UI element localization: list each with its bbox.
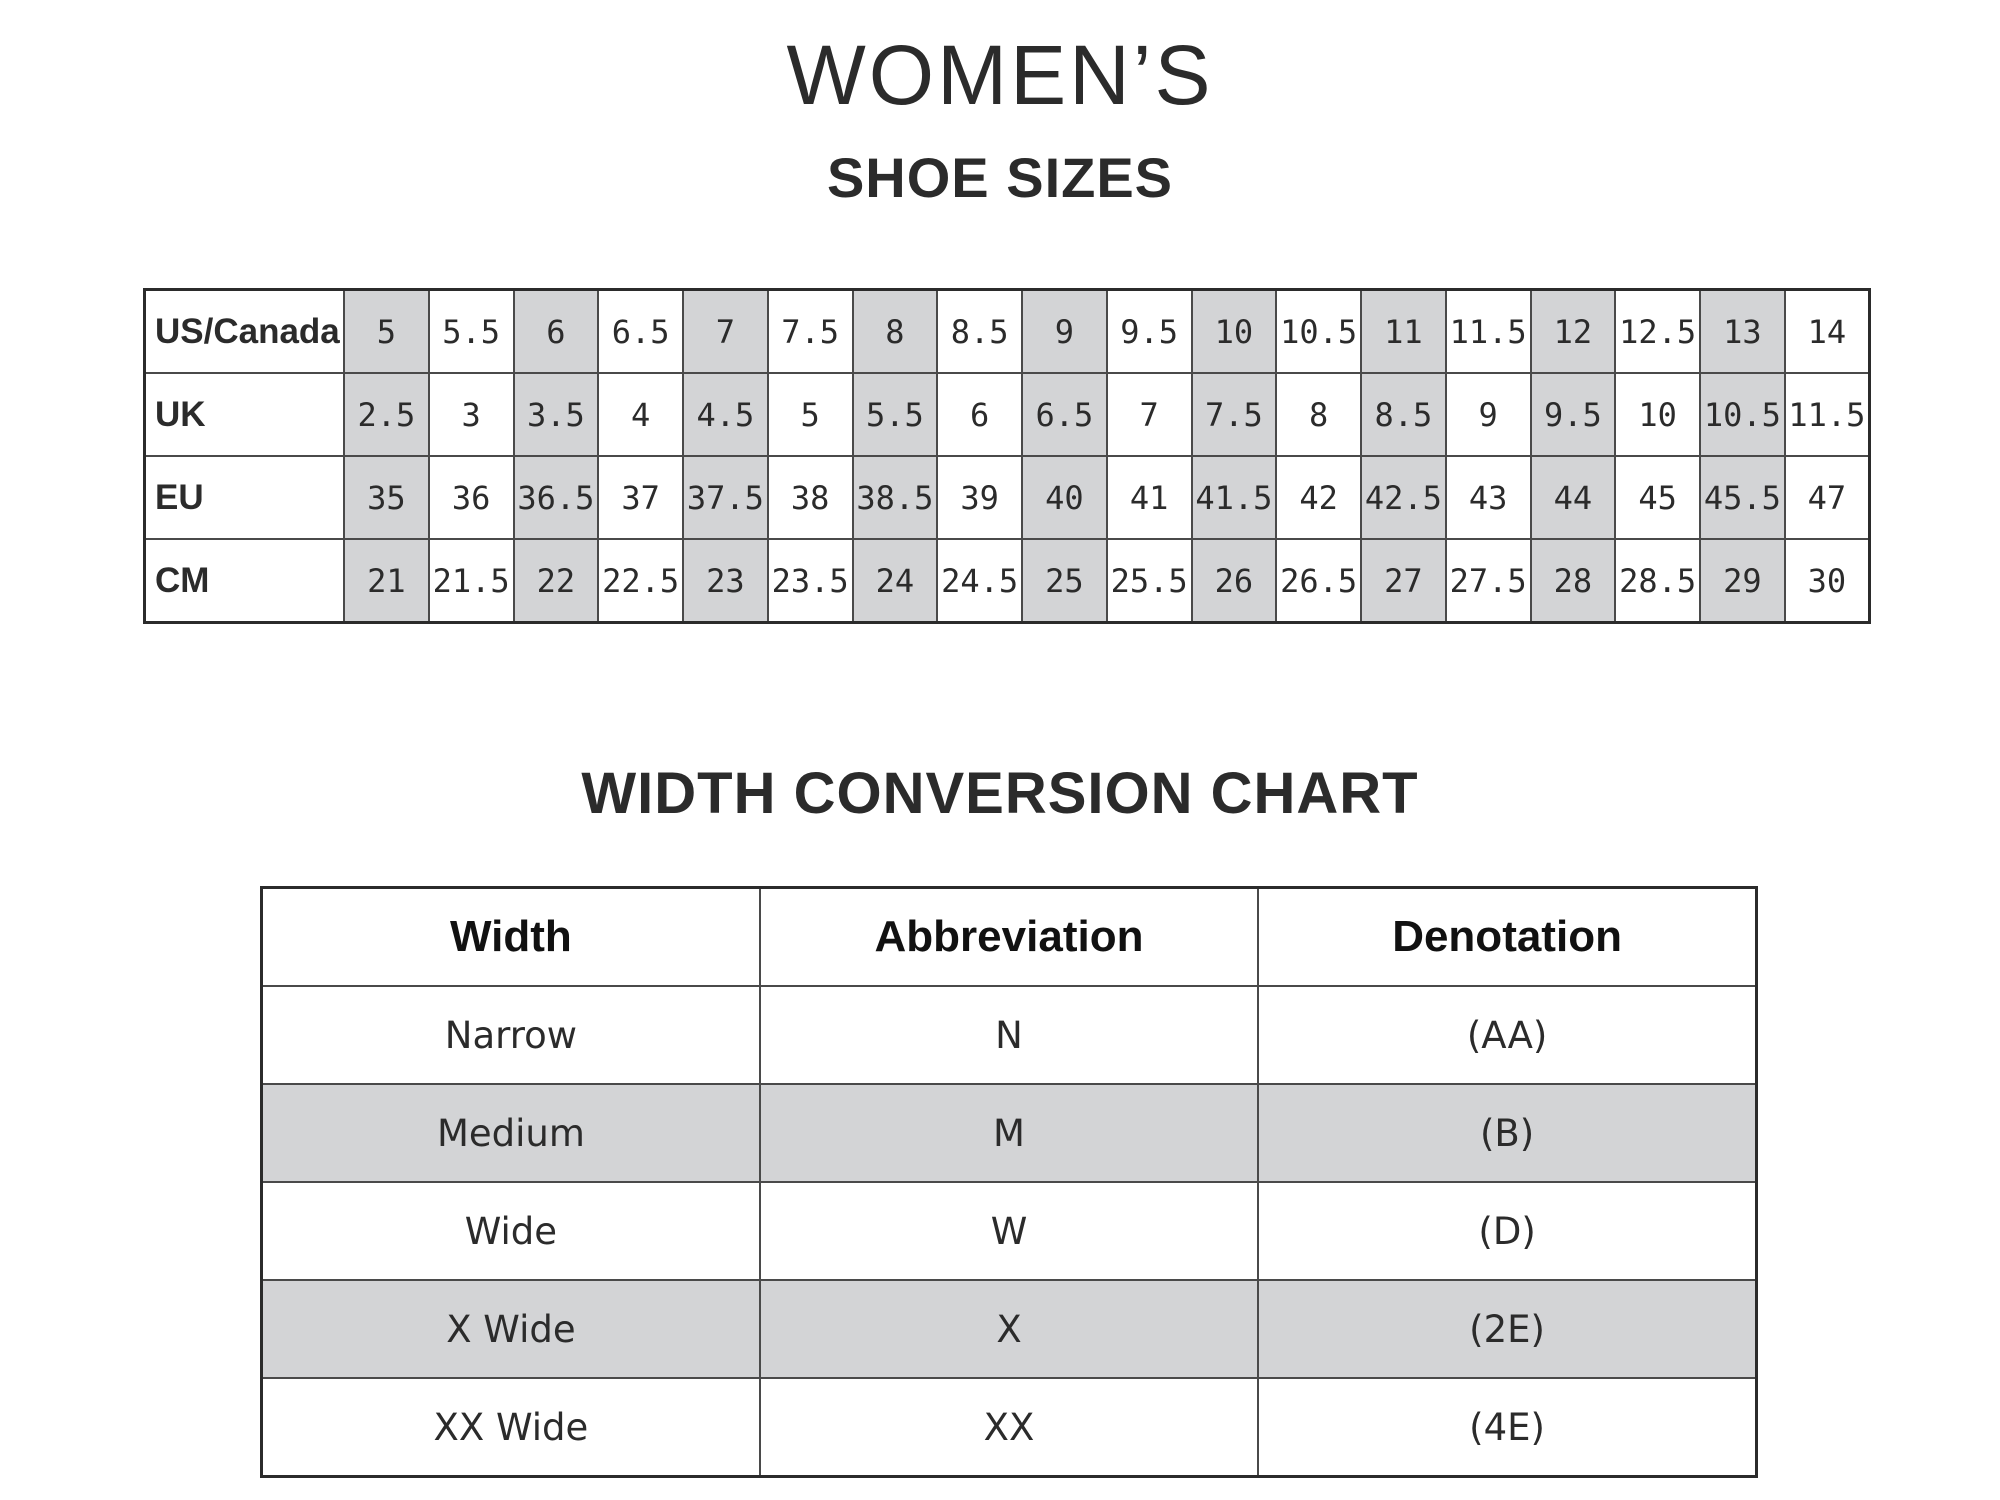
size-cell: 25	[1022, 539, 1107, 623]
size-table-body	[145, 290, 1870, 623]
size-cell: 41.5	[1192, 456, 1277, 539]
size-cell: 3	[429, 373, 514, 456]
width-cell: Narrow	[262, 986, 760, 1084]
size-cell: 3.5	[514, 373, 599, 456]
size-cell: 8.5	[1361, 373, 1446, 456]
size-cell: 29	[1700, 539, 1785, 623]
size-cell: 37.5	[683, 456, 768, 539]
width-cell: W	[760, 1182, 1258, 1280]
width-table-head	[262, 888, 1757, 987]
width-table-header-row	[262, 888, 1757, 987]
width-chart-title: WIDTH CONVERSION CHART	[581, 761, 1419, 826]
width-row	[262, 1378, 1757, 1477]
size-cell: 10	[1192, 290, 1277, 374]
size-cell: 36	[429, 456, 514, 539]
size-cell: 47	[1785, 456, 1870, 539]
size-cell: 21	[344, 539, 429, 623]
size-cell: 36.5	[514, 456, 599, 539]
width-cell: (D)	[1258, 1182, 1756, 1280]
size-cell: 11.5	[1446, 290, 1531, 374]
width-cell: Wide	[262, 1182, 760, 1280]
size-cell: 6	[514, 290, 599, 374]
size-cell: 23.5	[768, 539, 853, 623]
size-row-cm	[145, 539, 1870, 623]
size-cell: 5	[344, 290, 429, 374]
size-cell: 12	[1531, 290, 1616, 374]
size-cell: 40	[1022, 456, 1107, 539]
size-cell: 27	[1361, 539, 1446, 623]
width-header-denotation: Denotation	[1258, 888, 1756, 987]
width-row	[262, 1280, 1757, 1378]
size-cell: 24	[853, 539, 938, 623]
size-cell: 4.5	[683, 373, 768, 456]
size-cell: 5	[768, 373, 853, 456]
size-cell: 11.5	[1785, 373, 1870, 456]
size-cell: 44	[1531, 456, 1616, 539]
size-cell: 21.5	[429, 539, 514, 623]
size-cell: 7.5	[1192, 373, 1277, 456]
size-cell: 39	[937, 456, 1022, 539]
size-cell: 45	[1615, 456, 1700, 539]
size-cell: 14	[1785, 290, 1870, 374]
size-row-us-canada	[145, 290, 1870, 374]
size-cell: 9.5	[1107, 290, 1192, 374]
page-subtitle: SHOE SIZES	[826, 146, 1174, 209]
size-cell: 28	[1531, 539, 1616, 623]
width-row	[262, 1182, 1757, 1280]
size-row-eu	[145, 456, 1870, 539]
page-title: WOMEN’S	[786, 28, 1214, 122]
width-cell: (B)	[1258, 1084, 1756, 1182]
size-cell: 8	[1276, 373, 1361, 456]
size-cell: 9.5	[1531, 373, 1616, 456]
size-cell: 45.5	[1700, 456, 1785, 539]
size-cell: 13	[1700, 290, 1785, 374]
size-cell: 5.5	[429, 290, 514, 374]
width-header-abbreviation: Abbreviation	[760, 888, 1258, 987]
size-cell: 22.5	[598, 539, 683, 623]
size-cell: 10.5	[1700, 373, 1785, 456]
size-cell: 42.5	[1361, 456, 1446, 539]
size-cell: 7.5	[768, 290, 853, 374]
size-cell: 38	[768, 456, 853, 539]
size-conversion-table	[143, 288, 1871, 624]
width-cell: N	[760, 986, 1258, 1084]
width-table-body	[262, 986, 1757, 1477]
width-row	[262, 986, 1757, 1084]
width-cell: X	[760, 1280, 1258, 1378]
size-cell: 37	[598, 456, 683, 539]
size-cell: 8.5	[937, 290, 1022, 374]
size-cell: 22	[514, 539, 599, 623]
size-cell: 5.5	[853, 373, 938, 456]
size-cell: 24.5	[937, 539, 1022, 623]
width-cell: (4E)	[1258, 1378, 1756, 1477]
size-cell: 9	[1446, 373, 1531, 456]
size-cell: 6	[937, 373, 1022, 456]
size-cell: 30	[1785, 539, 1870, 623]
size-row-label: UK	[145, 373, 345, 456]
size-cell: 38.5	[853, 456, 938, 539]
size-cell: 7	[683, 290, 768, 374]
width-conversion-table	[260, 886, 1758, 1478]
size-row-uk	[145, 373, 1870, 456]
size-cell: 26	[1192, 539, 1277, 623]
size-cell: 6.5	[598, 290, 683, 374]
size-cell: 41	[1107, 456, 1192, 539]
size-row-label: EU	[145, 456, 345, 539]
size-cell: 10	[1615, 373, 1700, 456]
size-cell: 23	[683, 539, 768, 623]
size-cell: 43	[1446, 456, 1531, 539]
width-cell: (AA)	[1258, 986, 1756, 1084]
size-cell: 6.5	[1022, 373, 1107, 456]
size-cell: 27.5	[1446, 539, 1531, 623]
size-cell: 35	[344, 456, 429, 539]
size-row-label: US/Canada	[145, 290, 345, 374]
width-row	[262, 1084, 1757, 1182]
size-cell: 9	[1022, 290, 1107, 374]
width-header-width: Width	[262, 888, 760, 987]
size-cell: 12.5	[1615, 290, 1700, 374]
size-cell: 25.5	[1107, 539, 1192, 623]
size-cell: 7	[1107, 373, 1192, 456]
width-cell: X Wide	[262, 1280, 760, 1378]
width-cell: XX	[760, 1378, 1258, 1477]
size-cell: 26.5	[1276, 539, 1361, 623]
size-cell: 42	[1276, 456, 1361, 539]
width-cell: (2E)	[1258, 1280, 1756, 1378]
size-cell: 10.5	[1276, 290, 1361, 374]
width-cell: XX Wide	[262, 1378, 760, 1477]
width-cell: Medium	[262, 1084, 760, 1182]
size-cell: 28.5	[1615, 539, 1700, 623]
size-cell: 11	[1361, 290, 1446, 374]
width-cell: M	[760, 1084, 1258, 1182]
size-cell: 4	[598, 373, 683, 456]
size-row-label: CM	[145, 539, 345, 623]
size-cell: 8	[853, 290, 938, 374]
size-cell: 2.5	[344, 373, 429, 456]
